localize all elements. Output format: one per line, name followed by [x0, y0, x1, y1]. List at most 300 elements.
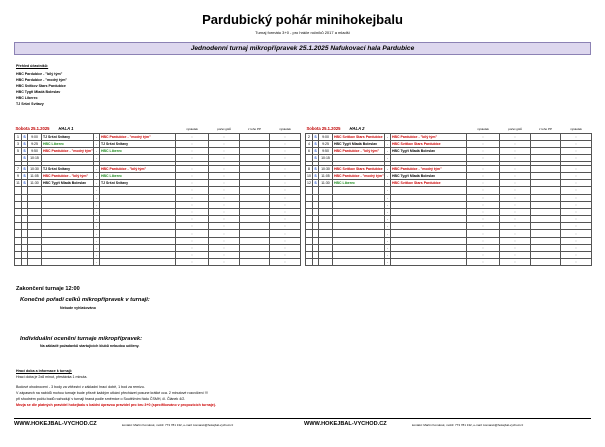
match-row — [15, 259, 301, 266]
team-item: HBC Pardubice - "bílý tým" — [16, 72, 63, 76]
goals-cell[interactable]: : — [500, 187, 531, 194]
home-team — [333, 230, 385, 237]
home-team — [333, 223, 385, 230]
col-header-result-2: výsledek — [570, 127, 582, 132]
match-time — [28, 194, 42, 201]
home-team — [42, 244, 94, 251]
result-2-cell[interactable]: : — [270, 201, 301, 208]
result-2-cell[interactable]: : — [561, 180, 592, 187]
pp-cell[interactable] — [240, 223, 270, 230]
pp-cell[interactable] — [531, 133, 561, 140]
match-row — [306, 216, 592, 223]
home-team: HBC Pardubice - "modrý tým" — [334, 174, 384, 179]
match-time — [319, 194, 333, 201]
result-2-cell[interactable]: : — [561, 223, 592, 230]
result-2-cell[interactable]: : — [270, 230, 301, 237]
result-cell[interactable]: : — [176, 155, 209, 162]
col-header-goals: počet gólů — [217, 127, 231, 132]
result-cell[interactable]: : — [467, 140, 500, 147]
goals-cell[interactable]: : — [209, 180, 240, 187]
away-team — [100, 230, 176, 237]
rules-line-highlight: Mezja se dle platných pravidel hokejbalu s baldní úpravou pravidel pro bru 3+0 (specifikováno v propozicích turnaje). — [16, 403, 217, 407]
match-row — [15, 208, 301, 215]
goals-cell[interactable]: : — [500, 201, 531, 208]
result-cell[interactable]: : — [467, 208, 500, 215]
result-cell[interactable]: : — [467, 194, 500, 201]
goals-cell[interactable]: : — [500, 194, 531, 201]
pp-cell[interactable] — [240, 155, 270, 162]
rules-line: při shodném počtu bodů rozhodují v turnaji hraná podle směrnice o Soutěžním řádu ČSMH, čl. Článek 4/2. — [16, 397, 186, 401]
result-cell[interactable]: : — [467, 223, 500, 230]
schedule-hall-1 — [14, 126, 301, 266]
goals-cell[interactable]: : — [209, 216, 240, 223]
match-number — [306, 237, 313, 244]
goals-cell[interactable]: : — [209, 252, 240, 259]
result-cell[interactable]: : — [176, 140, 209, 147]
col-header-goals: počet gólů — [508, 127, 522, 132]
match-time — [28, 230, 42, 237]
goals-cell[interactable]: : — [209, 259, 240, 266]
footer-site-left[interactable]: WWW.HOKEJBAL-VYCHOD.CZ — [14, 421, 97, 427]
away-team — [100, 223, 176, 230]
pp-cell[interactable] — [531, 165, 561, 172]
result-cell[interactable]: : — [176, 237, 209, 244]
result-cell[interactable]: : — [467, 155, 500, 162]
pp-cell[interactable] — [240, 194, 270, 201]
result-cell[interactable]: : — [467, 201, 500, 208]
pp-cell[interactable] — [240, 133, 270, 140]
match-time — [28, 252, 42, 259]
versus-dash: - — [385, 237, 391, 244]
versus-dash: - — [385, 259, 391, 266]
pp-cell[interactable] — [240, 244, 270, 251]
pp-cell[interactable] — [531, 147, 561, 154]
versus-dash: - — [94, 140, 100, 147]
result-cell[interactable]: : — [176, 230, 209, 237]
result-cell[interactable]: : — [467, 252, 500, 259]
result-cell[interactable]: : — [467, 237, 500, 244]
goals-cell[interactable]: : — [209, 244, 240, 251]
pp-cell[interactable] — [240, 165, 270, 172]
result-2-cell[interactable]: : — [270, 140, 301, 147]
home-team: TJ Sršni Svitavy — [42, 165, 94, 172]
home-team: HBC Pardubice - "modrý tým" — [43, 148, 93, 153]
result-2-cell[interactable]: : — [270, 180, 301, 187]
goals-cell[interactable]: : — [500, 230, 531, 237]
away-team — [100, 201, 176, 208]
away-team — [100, 244, 176, 251]
result-2-cell[interactable]: : — [270, 259, 301, 266]
final-order-note: Nebude vyhlašováno — [60, 306, 96, 310]
match-time: 11:30 — [28, 180, 42, 187]
pp-cell[interactable] — [240, 180, 270, 187]
result-2-cell[interactable]: : — [561, 259, 592, 266]
result-2-cell[interactable]: : — [270, 187, 301, 194]
result-cell[interactable]: : — [467, 165, 500, 172]
match-time — [319, 208, 333, 215]
result-2-cell[interactable]: : — [561, 133, 592, 140]
versus-dash: - — [385, 201, 391, 208]
court-marker: S — [314, 181, 317, 186]
goals-cell[interactable]: : — [500, 140, 531, 147]
home-team — [333, 208, 385, 215]
goals-cell[interactable]: : — [209, 223, 240, 230]
match-number: 6 — [306, 147, 313, 154]
away-team — [391, 230, 467, 237]
versus-dash: - — [385, 147, 391, 154]
match-time: 10:15 — [319, 155, 333, 162]
goals-cell[interactable]: : — [500, 216, 531, 223]
col-header-result: výsledek — [186, 127, 198, 132]
versus-dash: - — [94, 180, 100, 187]
match-row — [306, 180, 592, 187]
goals-cell[interactable]: : — [500, 155, 531, 162]
goals-cell[interactable]: : — [209, 133, 240, 140]
versus-dash: - — [385, 172, 391, 179]
match-time — [319, 201, 333, 208]
result-2-cell[interactable]: : — [561, 140, 592, 147]
away-team — [391, 252, 467, 259]
match-row — [15, 172, 301, 179]
goals-cell[interactable]: : — [209, 140, 240, 147]
hall-2-rows — [306, 133, 592, 266]
home-team — [333, 201, 385, 208]
result-2-cell[interactable]: : — [561, 244, 592, 251]
result-cell[interactable]: : — [176, 133, 209, 140]
pp-cell[interactable] — [531, 140, 561, 147]
pp-cell[interactable] — [240, 259, 270, 266]
result-cell[interactable]: : — [467, 133, 500, 140]
versus-dash: - — [385, 165, 391, 172]
result-cell[interactable]: : — [176, 201, 209, 208]
pp-cell[interactable] — [240, 252, 270, 259]
match-time: 11:30 — [319, 180, 333, 187]
pp-cell[interactable] — [240, 172, 270, 179]
away-team: HBC Svítkov Stars Pardubice — [391, 180, 467, 187]
versus-dash: - — [385, 187, 391, 194]
footer-contact-left: kontakt: Martin Komárek, mobil: 773 781 132, e-mail: komarek@hokejbal-vychod.cz — [122, 423, 234, 427]
pp-cell[interactable] — [531, 259, 561, 266]
result-cell[interactable]: : — [176, 172, 209, 179]
goals-cell[interactable]: : — [500, 165, 531, 172]
match-time — [319, 237, 333, 244]
home-team — [42, 216, 94, 223]
match-number — [306, 201, 313, 208]
versus-dash: - — [94, 187, 100, 194]
court-marker: S — [314, 134, 317, 139]
goals-cell[interactable]: : — [209, 147, 240, 154]
versus-dash: - — [385, 155, 391, 162]
match-number: 10 — [307, 174, 311, 179]
goals-cell[interactable]: : — [209, 172, 240, 179]
pp-cell[interactable] — [531, 208, 561, 215]
footer-divider — [14, 418, 591, 419]
pp-cell[interactable] — [531, 230, 561, 237]
home-team — [42, 201, 94, 208]
away-team — [100, 155, 176, 162]
awards-note: Na základě požadavků startujících klubů nebudou udíleny. — [40, 344, 140, 348]
goals-cell[interactable]: : — [209, 165, 240, 172]
result-cell[interactable]: : — [467, 216, 500, 223]
match-number — [306, 252, 313, 259]
match-row — [15, 133, 301, 140]
result-2-cell[interactable]: : — [270, 194, 301, 201]
result-cell[interactable]: : — [176, 147, 209, 154]
court-marker: S — [23, 174, 26, 179]
match-number: 4 — [306, 140, 313, 147]
match-number — [15, 244, 22, 251]
match-number — [15, 230, 22, 237]
result-2-cell[interactable]: : — [561, 237, 592, 244]
hall-1-header — [15, 126, 176, 133]
result-2-cell[interactable]: : — [270, 252, 301, 259]
pp-cell[interactable] — [240, 230, 270, 237]
result-2-cell[interactable]: : — [270, 216, 301, 223]
versus-dash: - — [94, 201, 100, 208]
away-team: HBC Pardubice - "bílý tým" — [391, 133, 467, 140]
pp-cell[interactable] — [240, 140, 270, 147]
match-number — [306, 216, 313, 223]
goals-cell[interactable]: : — [500, 223, 531, 230]
home-team — [42, 259, 94, 266]
versus-dash: - — [94, 208, 100, 215]
match-number — [306, 187, 313, 194]
match-time — [28, 223, 42, 230]
goals-cell[interactable]: : — [209, 230, 240, 237]
goals-cell[interactable]: : — [500, 208, 531, 215]
match-number — [306, 208, 313, 215]
page-subtitle: Turnaj formátu 3+0 - pro hráče ročníků 2017 a mladší — [255, 30, 350, 35]
result-2-cell[interactable]: : — [270, 165, 301, 172]
hall-1-label: HALA 1 — [58, 126, 74, 132]
goals-cell[interactable]: : — [209, 201, 240, 208]
away-team — [391, 237, 467, 244]
away-team — [100, 259, 176, 266]
footer-site-right[interactable]: WWW.HOKEJBAL-VYCHOD.CZ — [304, 421, 387, 427]
versus-dash: - — [385, 140, 391, 147]
result-2-cell[interactable]: : — [270, 208, 301, 215]
versus-dash: - — [94, 133, 100, 140]
col-header-result: výsledek — [477, 127, 489, 132]
home-team: HBC Tygři Mladá Boleslav — [333, 140, 385, 147]
pp-cell[interactable] — [240, 187, 270, 194]
away-team — [391, 244, 467, 251]
home-team: HBC Liberec — [42, 140, 94, 147]
result-2-cell[interactable]: : — [270, 223, 301, 230]
home-team — [333, 155, 385, 162]
away-team — [391, 208, 467, 215]
pp-cell[interactable] — [531, 223, 561, 230]
pp-cell[interactable] — [531, 237, 561, 244]
pp-cell[interactable] — [240, 237, 270, 244]
result-2-cell[interactable]: : — [561, 216, 592, 223]
match-time — [28, 187, 42, 194]
pp-cell[interactable] — [240, 208, 270, 215]
pp-cell[interactable] — [531, 194, 561, 201]
result-2-cell[interactable]: : — [270, 172, 301, 179]
result-2-cell[interactable]: : — [270, 244, 301, 251]
home-team — [333, 259, 385, 266]
home-team: HBC Pardubice - "bílý tým" — [333, 147, 385, 154]
hall-2-day: Sobota 25.1.2025 — [306, 126, 341, 132]
result-2-cell[interactable]: : — [561, 230, 592, 237]
match-time — [319, 230, 333, 237]
home-team — [42, 237, 94, 244]
match-time: 9:25 — [319, 140, 333, 147]
result-2-cell[interactable]: : — [270, 237, 301, 244]
result-cell[interactable]: : — [176, 223, 209, 230]
home-team — [42, 194, 94, 201]
match-time: 10:30 — [319, 165, 333, 172]
goals-cell[interactable]: : — [500, 252, 531, 259]
goals-cell[interactable]: : — [500, 180, 531, 187]
match-number: 2 — [306, 133, 313, 140]
pp-cell[interactable] — [240, 216, 270, 223]
versus-dash: - — [94, 155, 100, 162]
court-marker: S — [314, 166, 317, 171]
versus-dash: - — [385, 180, 391, 187]
pp-cell[interactable] — [531, 244, 561, 251]
goals-cell[interactable]: : — [209, 194, 240, 201]
away-team — [100, 216, 176, 223]
result-cell[interactable]: : — [467, 244, 500, 251]
away-team — [100, 208, 176, 215]
pp-cell[interactable] — [531, 201, 561, 208]
home-team — [333, 252, 385, 259]
pp-cell[interactable] — [531, 252, 561, 259]
result-2-cell[interactable]: : — [561, 155, 592, 162]
match-time — [28, 208, 42, 215]
goals-cell[interactable]: : — [209, 237, 240, 244]
away-team: HBC Svítkov Stars Pardubice — [391, 140, 467, 147]
goals-cell[interactable]: : — [209, 187, 240, 194]
match-number: 1 — [15, 133, 22, 140]
result-2-cell[interactable]: : — [561, 165, 592, 172]
away-team: HBC Tygři Mladá Boleslav — [391, 147, 467, 154]
versus-dash: - — [94, 194, 100, 201]
match-number: 11 — [16, 181, 20, 186]
away-team — [391, 259, 467, 266]
pp-cell[interactable] — [531, 216, 561, 223]
away-team: HBC Pardubice - "modrý tým" — [100, 133, 176, 140]
result-2-cell[interactable]: : — [561, 201, 592, 208]
tournament-banner: Jednodenní turnaj mikropřípravek 25.1.2025 Nafukovací hala Pardubice — [14, 42, 591, 55]
match-row — [306, 230, 592, 237]
pp-cell[interactable] — [240, 201, 270, 208]
pp-cell[interactable] — [531, 187, 561, 194]
result-cell[interactable]: : — [176, 259, 209, 266]
pp-cell[interactable] — [531, 155, 561, 162]
match-number — [306, 230, 313, 237]
versus-dash: - — [94, 172, 100, 179]
pp-cell[interactable] — [240, 147, 270, 154]
versus-dash: - — [94, 216, 100, 223]
match-number — [15, 187, 22, 194]
home-team: HBC Liberec — [333, 180, 385, 187]
match-row — [306, 252, 592, 259]
away-team — [391, 187, 467, 194]
result-2-cell[interactable]: : — [561, 208, 592, 215]
away-team — [100, 187, 176, 194]
goals-cell[interactable]: : — [500, 147, 531, 154]
match-number: 7 — [15, 165, 22, 172]
pp-cell[interactable] — [531, 180, 561, 187]
court-marker: S — [314, 174, 317, 179]
goals-cell[interactable]: : — [500, 237, 531, 244]
match-row — [15, 216, 301, 223]
result-2-cell[interactable]: : — [561, 172, 592, 179]
goals-cell[interactable]: : — [500, 172, 531, 179]
goals-cell[interactable]: : — [209, 155, 240, 162]
result-2-cell[interactable]: : — [561, 187, 592, 194]
court-marker: S — [314, 156, 317, 161]
result-2-cell[interactable]: : — [270, 147, 301, 154]
versus-dash: - — [94, 237, 100, 244]
result-cell[interactable]: : — [467, 147, 500, 154]
home-team: HBC Tygři Mladá Boleslav — [42, 180, 94, 187]
result-cell[interactable]: : — [176, 216, 209, 223]
tournament-end: Zakončení turnaje 12:00 — [16, 286, 80, 292]
match-time: 10:30 — [28, 165, 42, 172]
goals-cell[interactable]: : — [500, 259, 531, 266]
away-team — [391, 155, 467, 162]
result-cell[interactable]: : — [176, 194, 209, 201]
versus-dash: - — [385, 252, 391, 259]
result-2-cell[interactable]: : — [561, 194, 592, 201]
result-cell[interactable]: : — [467, 230, 500, 237]
match-row — [306, 237, 592, 244]
team-item: HBC Pardubice - "modrý tým" — [16, 78, 68, 82]
versus-dash: - — [94, 244, 100, 251]
result-cell[interactable]: : — [176, 208, 209, 215]
match-row — [15, 194, 301, 201]
match-number: 5 — [15, 147, 22, 154]
match-time — [28, 259, 42, 266]
match-number: 3 — [15, 140, 22, 147]
result-2-cell[interactable]: : — [270, 155, 301, 162]
result-cell[interactable]: : — [176, 252, 209, 259]
result-cell[interactable]: : — [176, 187, 209, 194]
result-cell[interactable]: : — [467, 180, 500, 187]
result-cell[interactable]: : — [467, 172, 500, 179]
result-cell[interactable]: : — [176, 180, 209, 187]
away-team: HBC Pardubice - "bílý tým" — [100, 165, 176, 172]
result-cell[interactable]: : — [176, 244, 209, 251]
match-row — [15, 165, 301, 172]
home-team — [42, 187, 94, 194]
match-time — [28, 237, 42, 244]
pp-cell[interactable] — [531, 172, 561, 179]
result-cell[interactable]: : — [467, 259, 500, 266]
result-cell[interactable]: : — [176, 165, 209, 172]
goals-cell[interactable]: : — [500, 244, 531, 251]
result-2-cell[interactable]: : — [561, 147, 592, 154]
match-number: 9 — [15, 172, 22, 179]
home-team — [333, 187, 385, 194]
result-cell[interactable]: : — [467, 187, 500, 194]
away-team: HBC Liberec — [100, 172, 176, 179]
goals-cell[interactable]: : — [209, 208, 240, 215]
result-2-cell[interactable]: : — [561, 252, 592, 259]
match-row — [15, 201, 301, 208]
result-2-cell[interactable]: : — [270, 133, 301, 140]
rules-heading: Hrací doba a informace k turnaji: — [16, 369, 72, 373]
team-item: HBC Svítkov Stars Pardubice — [16, 84, 66, 88]
goals-cell[interactable]: : — [500, 133, 531, 140]
home-team: HBC Svítkov Stars Pardubice — [334, 166, 383, 171]
match-time — [319, 244, 333, 251]
versus-dash: - — [385, 244, 391, 251]
